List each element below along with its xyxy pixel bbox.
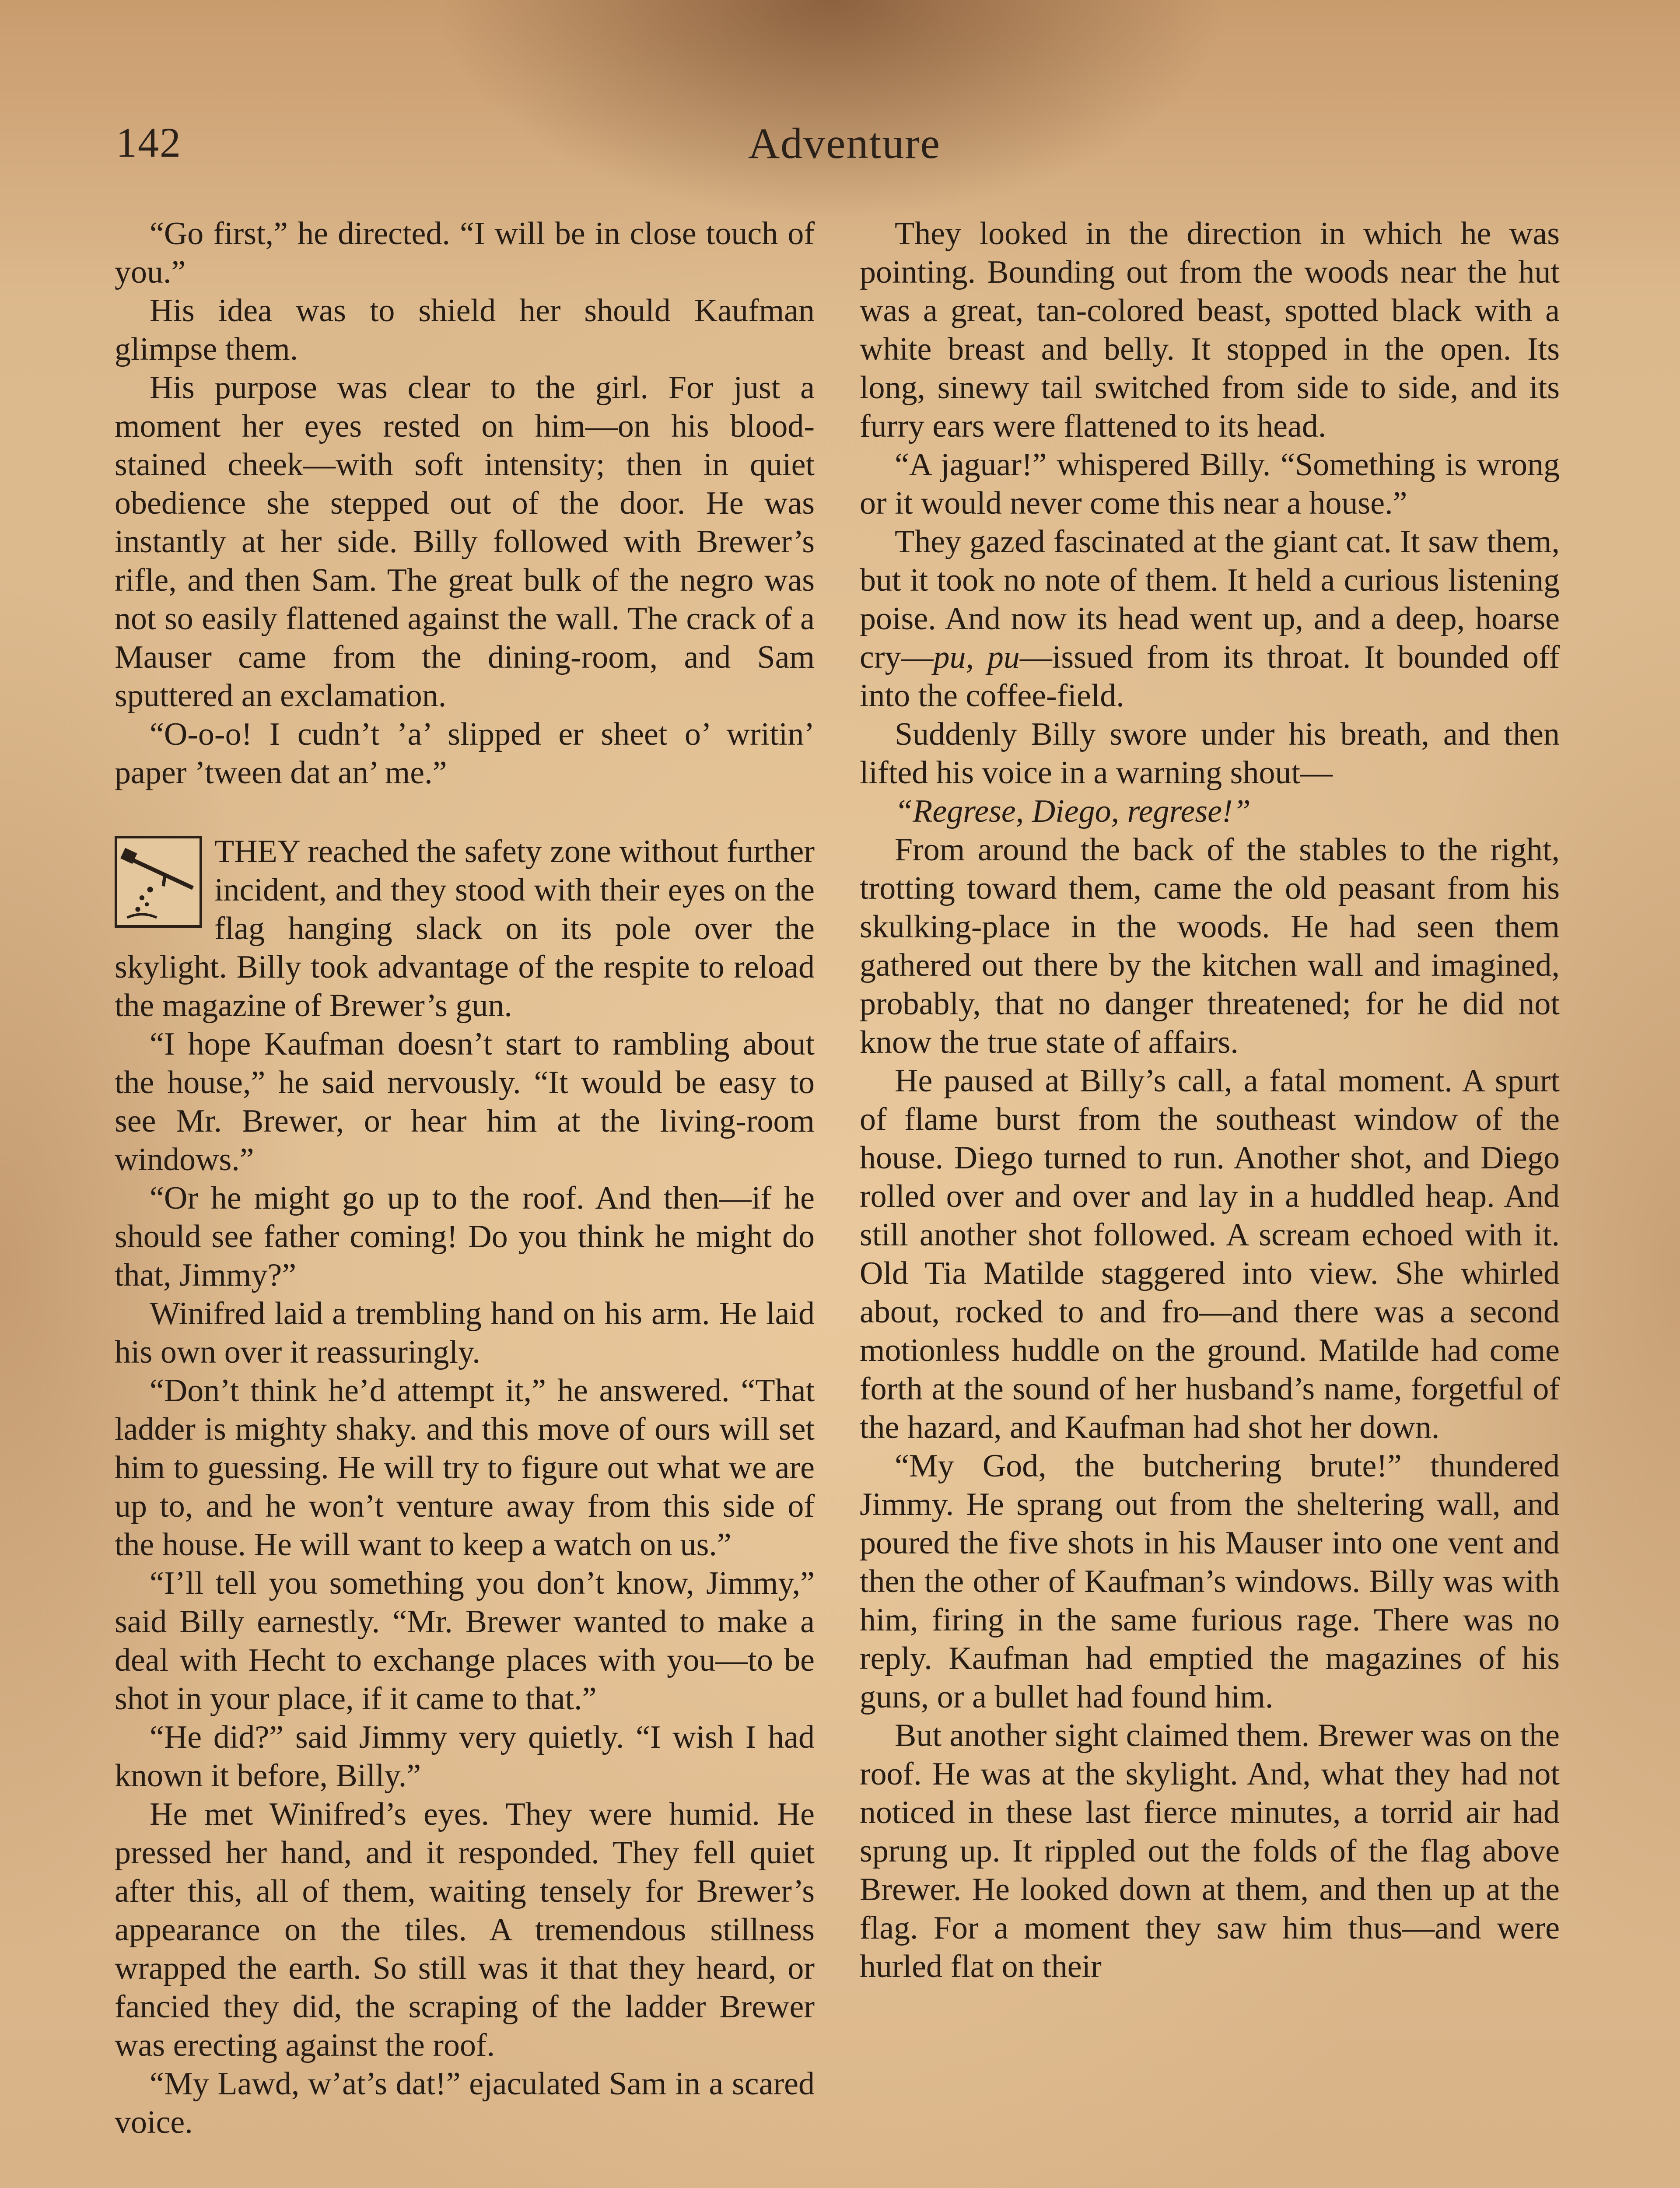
paragraph: They looked in the direction in which he was pointing. Bounding out from the woods near the hut was a great, tan-colored beast, spotted black with a white breast and belly. It stopped in the open. Its long, sinewy tail switched from side to side, and its furry ears were flattened to its head.	[860, 216, 1560, 444]
paragraph: “A jaguar!” whispered Billy. “Something is wrong or it would never come this near a house.”	[860, 447, 1560, 521]
paragraph: His idea was to shield her should Kaufman glimpse them.	[115, 293, 815, 367]
paragraph: “I’ll tell you something you don’t know, Jimmy,” said Billy earnestly. “Mr. Brewer wanted to make a deal with Hecht to exchange places with you—to be shot in your place, if it came to that.”	[115, 1565, 815, 1717]
paragraph: Winifred laid a trembling hand on his arm. He laid his own over it reassuringly.	[115, 1296, 815, 1370]
text-run: —issued from its throat. It bounded off into the coffee-field.	[860, 639, 1560, 714]
paragraph: “Go first,” he directed. “I will be in close touch of you.”	[115, 216, 815, 290]
text-run: They gazed fascinated at the giant cat. It saw them, but it took no note of them. It held a curious listening poise. And now its head went up, and a deep, hoarse cry—	[860, 524, 1560, 675]
page-header	[116, 118, 1573, 179]
right-column	[860, 214, 1560, 1986]
paragraph: “I hope Kaufman doesn’t start to rambling about the house,” he said nervously. “It would be easy to see Mr. Brewer, or hear him at the living-room windows.”	[115, 1026, 815, 1178]
dropcap-section	[115, 832, 815, 1025]
page-number: 142	[116, 119, 182, 166]
italic-cry: pu, pu	[933, 639, 1020, 675]
paragraph: Suddenly Billy swore under his breath, and then lifted his voice in a warning shout—	[860, 716, 1560, 791]
paragraph: “He did?” said Jimmy very quietly. “I wish I had known it before, Billy.”	[115, 1719, 815, 1794]
jaguar-cry-paragraph	[860, 522, 1560, 715]
paragraph: His purpose was clear to the girl. For just a moment her eyes rested on him—on his blood-stained cheek—with soft intensity; then in quiet obedience she stepped out of the door. He was instantly at her side. Billy followed with Brewer’s rifle, and then Sam. The great bulk of the negro was not so easily flattened against the wall. The crack of a Mauser came from the dining-room, and Sam sputtered an exclamation.	[115, 370, 815, 714]
paragraph: From around the back of the stables to the right, trotting toward them, came the old peasant from his skulking-place in the woods. He had seen them gathered out there by the kitchen wall and imagined, probably, that no danger threatened; for he did not know the true state of affairs.	[860, 832, 1560, 1060]
paragraph: “Or he might go up to the roof. And then—if he should see father coming! Do you think he might do that, Jimmy?”	[115, 1180, 815, 1293]
left-column	[115, 214, 815, 2142]
paragraph: “Don’t think he’d attempt it,” he answered. “That ladder is mighty shaky. and this move of ours will set him to guessing. He will try to figure out what we are up to, and he won’t venture away from this side of the house. He will want to keep a watch on us.”	[115, 1373, 815, 1563]
paragraph: He met Winifred’s eyes. They were humid. He pressed her hand, and it responded. They fell quiet after this, all of them, waiting tensely for Brewer’s appearance on the tiles. A tremendous stillness wrapped the earth. So still was it that they heard, or fancied they did, the scraping of the ladder Brewer was erecting against the roof.	[115, 1796, 815, 2063]
dropcap-paragraph: THEY reached the safety zone without further incident, and they stood with their eyes on the flag hanging slack on its pole over the skylight. Billy took advantage of the respite to reload the magazine of Brewer’s gun.	[115, 834, 815, 1024]
paragraph: But another sight claimed them. Brewer was on the roof. He was at the skylight. And, what they had not noticed in these last fierce minutes, a torrid air had sprung up. It rippled out the folds of the flag above Brewer. He looked down at them, and then up at the flag. For a moment they saw him thus—and were hurled flat on their	[860, 1718, 1560, 1985]
paragraph: “O-o-o! I cudn’t ’a’ slipped er sheet o’ writin’ paper ’tween dat an’ me.”	[115, 716, 815, 791]
spanish-shout: “Regrese, Diego, regrese!”	[895, 793, 1251, 829]
rifle-illustration-icon	[115, 836, 202, 928]
running-head: Adventure	[748, 119, 941, 168]
paragraph: He paused at Billy’s call, a fatal moment. A spurt of flame burst from the southeast window of the house. Diego turned to run. Another shot, and Diego rolled over and over and lay in a huddled heap. And still another shot followed. A scream echoed with it. Old Tia Matilde staggered into view. She whirled about, rocked to and fro—and there was a second motionless huddle on the ground. Matilde had come forth at the sound of her husband’s name, forgetful of the hazard, and Kaufman had shot her down.	[860, 1063, 1560, 1445]
paragraph: “My Lawd, w’at’s dat!” ejaculated Sam in a scared voice.	[115, 2066, 815, 2140]
paragraph: “My God, the butchering brute!” thundered Jimmy. He sprang out from the sheltering wall, and poured the five shots in his Mauser into one vent and then the other of Kaufman’s windows. Billy was with him, firing in the same furious rage. There was no reply. Kaufman had emptied the magazines of his guns, or a bullet had found him.	[860, 1448, 1560, 1715]
section-break	[115, 792, 815, 832]
